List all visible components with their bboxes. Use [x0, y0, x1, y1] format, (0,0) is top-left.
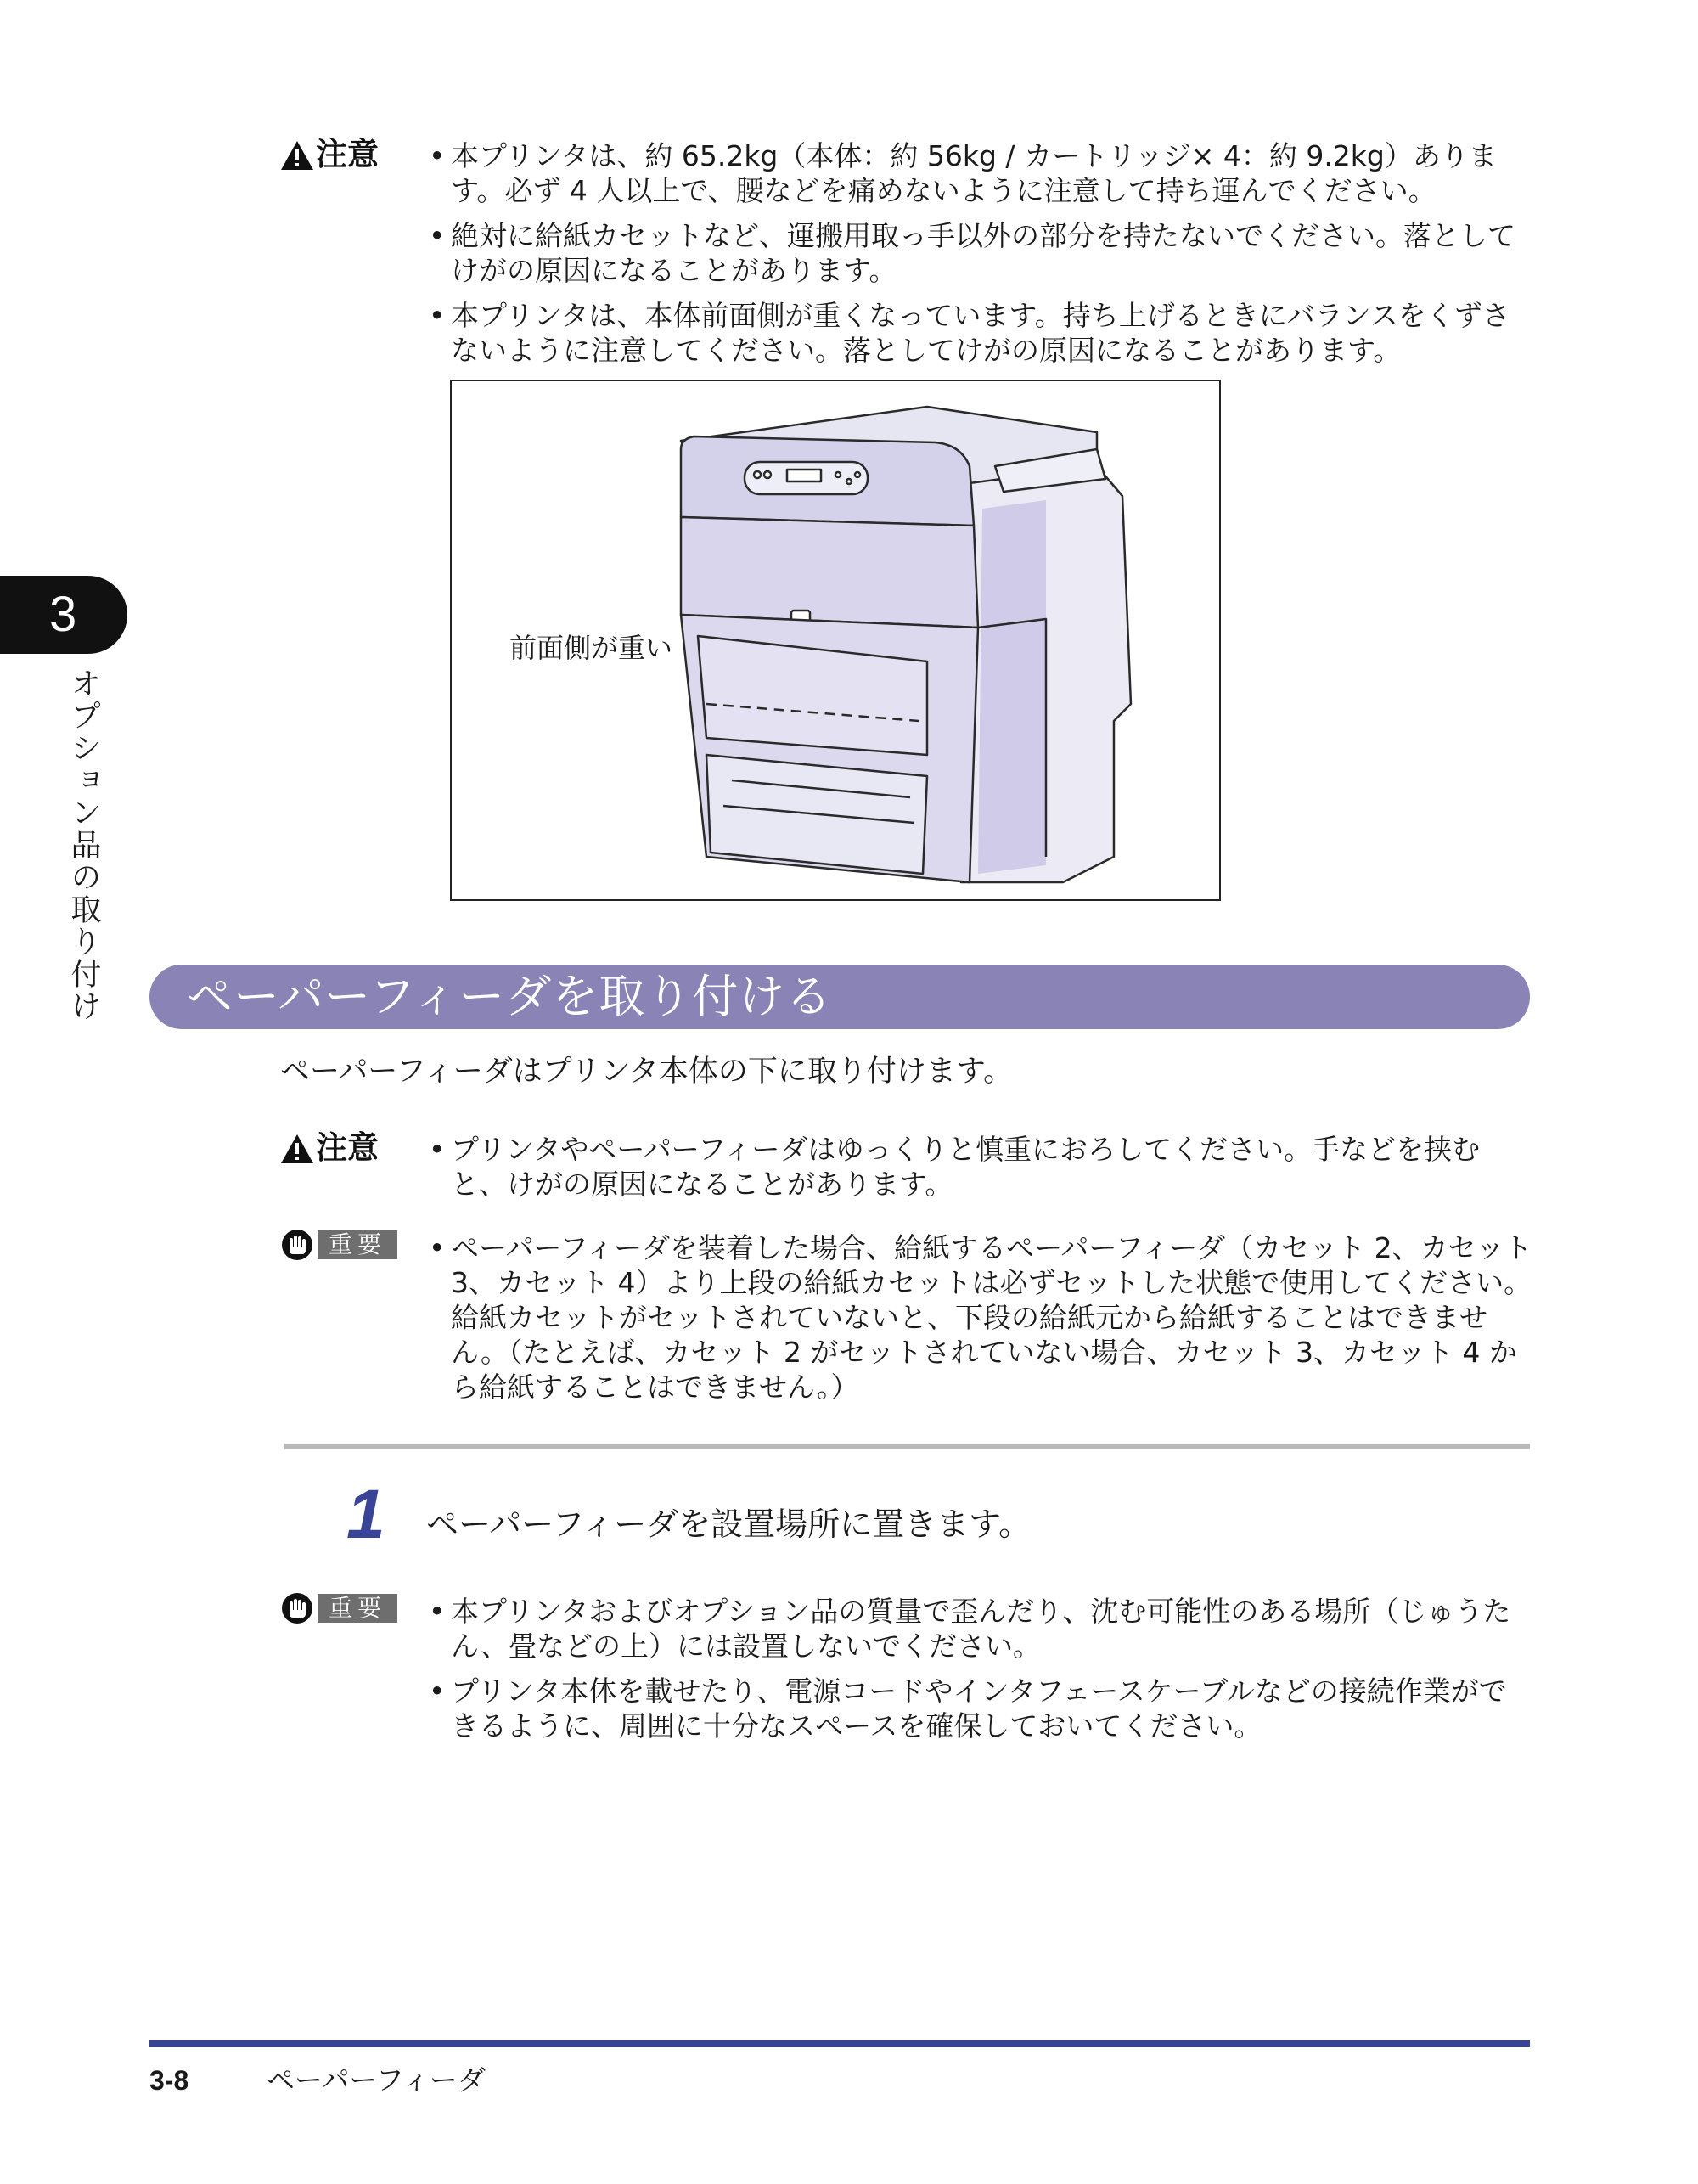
section-intro: ペーパーフィーダはプリンタ本体の下に取り付けます。 [280, 1055, 1014, 1089]
important-list-1 [429, 1230, 1532, 1415]
important-label-1 [280, 1228, 399, 1262]
caution-label-2 [280, 1129, 379, 1167]
important-text: 重要 [318, 1230, 397, 1259]
important-list-2 [429, 1594, 1532, 1753]
hand-stop-icon [280, 1228, 314, 1262]
list-item: • 本プリンタは、本体前面側が重くなっています。持ち上げるときにバランスをくずさないように注意してください。落としてけがの原因になることがあります。 [429, 298, 1532, 368]
list-item: • ペーパーフィーダを装着した場合、給紙するペーパーフィーダ（カセット 2、カセット 3、カセット 4）より上段の給紙カセットは必ずセットした状態で使用してください。給紙カセットがセットされていないと、下段の給紙元から給紙することはできません。（たとえば、カセット 2 がセットされていない場合、カセット 3、カセット 4 から給紙することはできません。） [429, 1230, 1532, 1404]
footer-rule [149, 2040, 1530, 2047]
warning-triangle-icon [280, 139, 314, 172]
caution-label-1 [280, 136, 379, 173]
caution-text: 注意 [316, 136, 379, 172]
divider [284, 1444, 1530, 1449]
chapter-tab: 3 [0, 576, 127, 654]
chapter-title-vertical: オプション品の取り付け [66, 667, 101, 1022]
step-text: ペーパーフィーダを設置場所に置きます。 [426, 1506, 1032, 1543]
list-item: • プリンタ本体を載せたり、電源コードやインタフェースケーブルなどの接続作業ができるように、周囲に十分なスペースを確保しておいてください。 [429, 1674, 1532, 1743]
list-item: • 本プリンタは、約 65.2kg（本体：約 56kg / カートリッジ× 4：約 9.2kg）あります。必ず 4 人以上で、腰などを痛めないように注意して持ち運んでください。 [429, 138, 1532, 208]
list-item: • 本プリンタおよびオプション品の質量で歪んだり、沈む可能性のある場所（じゅうたん、畳などの上）には設置しないでください。 [429, 1594, 1532, 1663]
figure-callout: 前面側が重い [509, 632, 673, 664]
list-item: • プリンタやペーパーフィーダはゆっくりと慎重におろしてください。手などを挟むと、けがの原因になることがあります。 [429, 1132, 1532, 1202]
hand-stop-icon [280, 1591, 314, 1625]
caution-list-2 [429, 1132, 1532, 1212]
caution-text: 注意 [316, 1129, 379, 1166]
section-title: ペーパーフィーダを取り付ける [187, 970, 833, 1023]
warning-triangle-icon [280, 1133, 314, 1165]
page-number: 3-8 [149, 2065, 189, 2096]
step-number: 1 [346, 1476, 385, 1553]
important-label-2 [280, 1591, 399, 1625]
list-item: • 絶対に給紙カセットなど、運搬用取っ手以外の部分を持たないでください。落としてけがの原因になることがあります。 [429, 218, 1532, 288]
caution-list-1 [429, 138, 1532, 378]
important-text: 重要 [318, 1594, 397, 1623]
footer-title: ペーパーフィーダ [267, 2063, 486, 2097]
